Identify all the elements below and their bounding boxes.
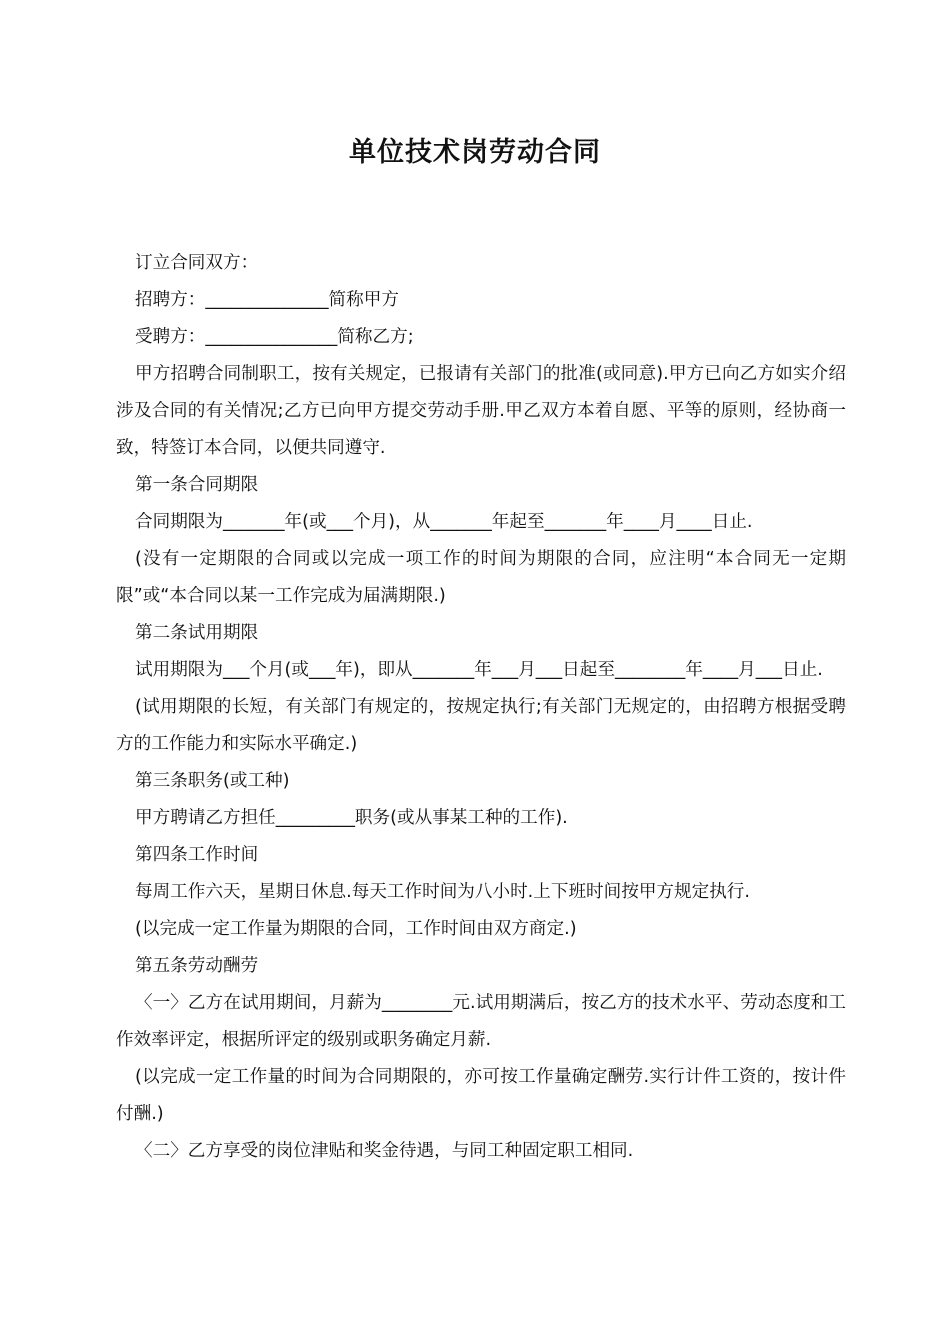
article-3-heading: 第三条职务(或工种) <box>135 771 290 791</box>
article-4-note: (以完成一定工作量为期限的合同，工作时间由双方商定.) <box>135 919 577 939</box>
article-4-heading: 第四条工作时间 <box>135 845 259 865</box>
article-3-content: 甲方聘请乙方担任_________职务(或从事某工种的工作). <box>135 808 568 828</box>
article-1-term: 合同期限为_______年(或___个月)，从_______年起至_______年____月____日止. <box>135 512 753 532</box>
document-title: 单位技术岗劳动合同 <box>349 137 601 168</box>
document-body <box>116 245 846 1170</box>
article-2-heading: 第二条试用期限 <box>135 623 259 643</box>
article-5-item-1: 〈一〉乙方在试用期间，月薪为________元.试用期满后，按乙方的技术水平、劳动态度和工作效率评定，根据所评定的级别或职务确定月薪. <box>116 993 846 1050</box>
paragraph-employer: 招聘方：______________简称甲方 <box>135 290 399 310</box>
paragraph-preamble: 甲方招聘合同制职工，按有关规定，已报请有关部门的批准(或同意).甲方已向乙方如实介绍涉及合同的有关情况;乙方已向甲方提交劳动手册.甲乙双方本着自愿、平等的原则，经协商一致，特签订本合同，以便共同遵守. <box>116 364 846 458</box>
article-1-heading: 第一条合同期限 <box>135 475 259 495</box>
article-5-note: (以完成一定工作量的时间为合同期限的，亦可按工作量确定酬劳.实行计件工资的，按计件付酬.) <box>116 1067 846 1124</box>
article-4-content: 每周工作六天，星期日休息.每天工作时间为八小时.上下班时间按甲方规定执行. <box>135 882 750 902</box>
article-5-heading: 第五条劳动酬劳 <box>135 956 259 976</box>
article-5-item-2: 〈二〉乙方享受的岗位津贴和奖金待遇，与同工种固定职工相同. <box>135 1141 634 1161</box>
article-1-note: (没有一定期限的合同或以完成一项工作的时间为期限的合同，应注明“本合同无一定期限”或“本合同以某一工作完成为届满期限.) <box>116 549 846 606</box>
article-2-note: (试用期限的长短，有关部门有规定的，按规定执行;有关部门无规定的，由招聘方根据受聘方的工作能力和实际水平确定.) <box>116 697 846 754</box>
article-2-term: 试用期限为___个月(或___年)，即从_______年___月___日起至________年____月___日止. <box>135 660 823 680</box>
paragraph-parties-heading: 订立合同双方： <box>135 253 259 273</box>
paragraph-employee: 受聘方：_______________简称乙方; <box>135 327 414 347</box>
